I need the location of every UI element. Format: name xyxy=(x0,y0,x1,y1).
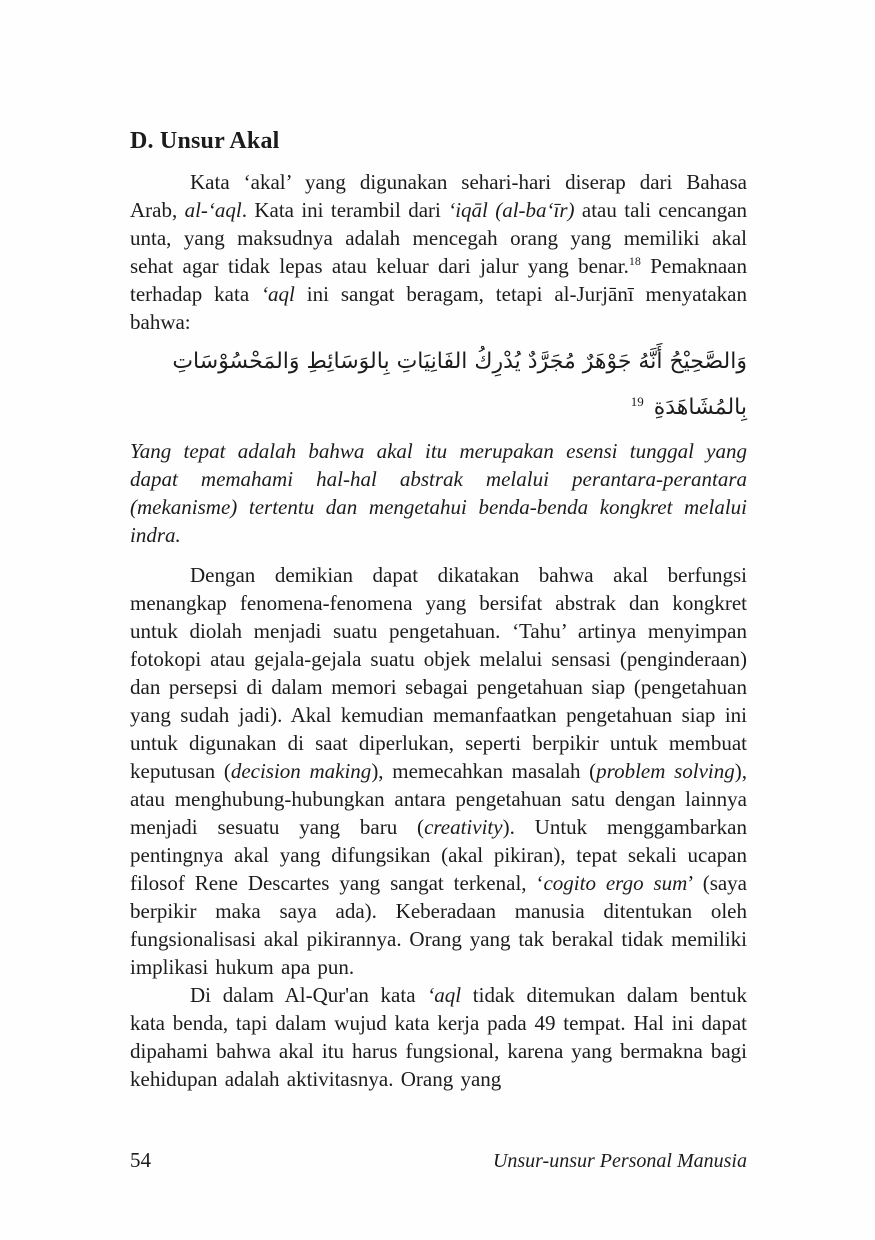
paragraph-akal-function: Dengan demikian dapat dikatakan bahwa akal berfungsi menangkap fenomena-fenomena yang bersifat abstrak dan kongkret untuk diolah menjadi suatu pengetahuan. ‘Tahu’ artinya menyimpan fotokopi atau gejala-gejala suatu objek melalui sensasi (penginderaan) dan persepsi di dalam memori sebagai pengetahuan siap (pengetahuan yang sudah jadi). Akal kemudian memanfaatkan pengetahuan siap ini untuk digunakan di saat diperlukan, seperti berpikir untuk membuat keputusan (decision making), memecahkan masalah (problem solving), atau menghubung-hubungkan antara pengetahuan satu dengan lainnya menjadi sesuatu yang baru (creativity). Untuk menggambarkan pentingnya akal yang difungsikan (akal pikiran), tepat sekali ucapan filosof Rene Descartes yang sangat terkenal, ‘cogito ergo sum’ (saya berpikir maka saya ada). Keberadaan manusia ditentukan oleh fungsionalisasi akal pikirannya. Orang yang tak berakal tidak memiliki implikasi hukum apa pun. xyxy=(130,563,748,979)
page-footer xyxy=(130,1148,747,1173)
text-block xyxy=(130,128,747,1093)
translation-paragraph: Yang tepat adalah bahwa akal itu merupakan esensi tunggal yang dapat memahami hal-hal abstrak melalui perantara-perantara (mekanisme) tertentu dan mengetahui benda-benda kongkret melalui indra. xyxy=(130,439,747,547)
running-title: Unsur-unsur Personal Manusia xyxy=(492,1150,747,1172)
page-number: 54 xyxy=(130,1148,151,1172)
paragraph-akal-intro: Kata ‘akal’ yang digunakan sehari-hari diserap dari Bahasa Arab, al-‘aql. Kata ini terambil dari ‘iqāl (al-ba‘īr) atau tali cencangan unta, yang maksudnya adalah mencegah orang yang memiliki akal sehat agar tidak lepas atau keluar dari jalur yang benar.$^{18}$ Pemaknaan terhadap kata ‘aql ini sangat beragam, tetapi al-Jurjānī menyatakan bahwa: xyxy=(130,170,748,334)
footnote-ref-19: 19 xyxy=(630,393,644,409)
section-heading: D. Unsur Akal xyxy=(130,128,280,154)
arabic-quote-text: وَالصَّحِيْحُ أَنَّهُ جَوْهَرٌ مُجَرَّدٌ يُدْرِكُ الفَانِيَاتِ بِالوَسَائِطِ وَالمَحْسُوْسَاتِ بِالمُشَاهَدَةِ xyxy=(172,349,747,420)
arabic-quote xyxy=(130,339,747,431)
paragraph-aql-quran: Di dalam Al-Qur'an kata ‘aql tidak ditemukan dalam bentuk kata benda, tapi dalam wujud kata kerja pada 49 tempat. Hal ini dapat dipahami bahwa akal itu harus fungsional, karena yang bermakna bagi kehidupan adalah aktivitasnya. Orang yang xyxy=(130,983,747,1091)
